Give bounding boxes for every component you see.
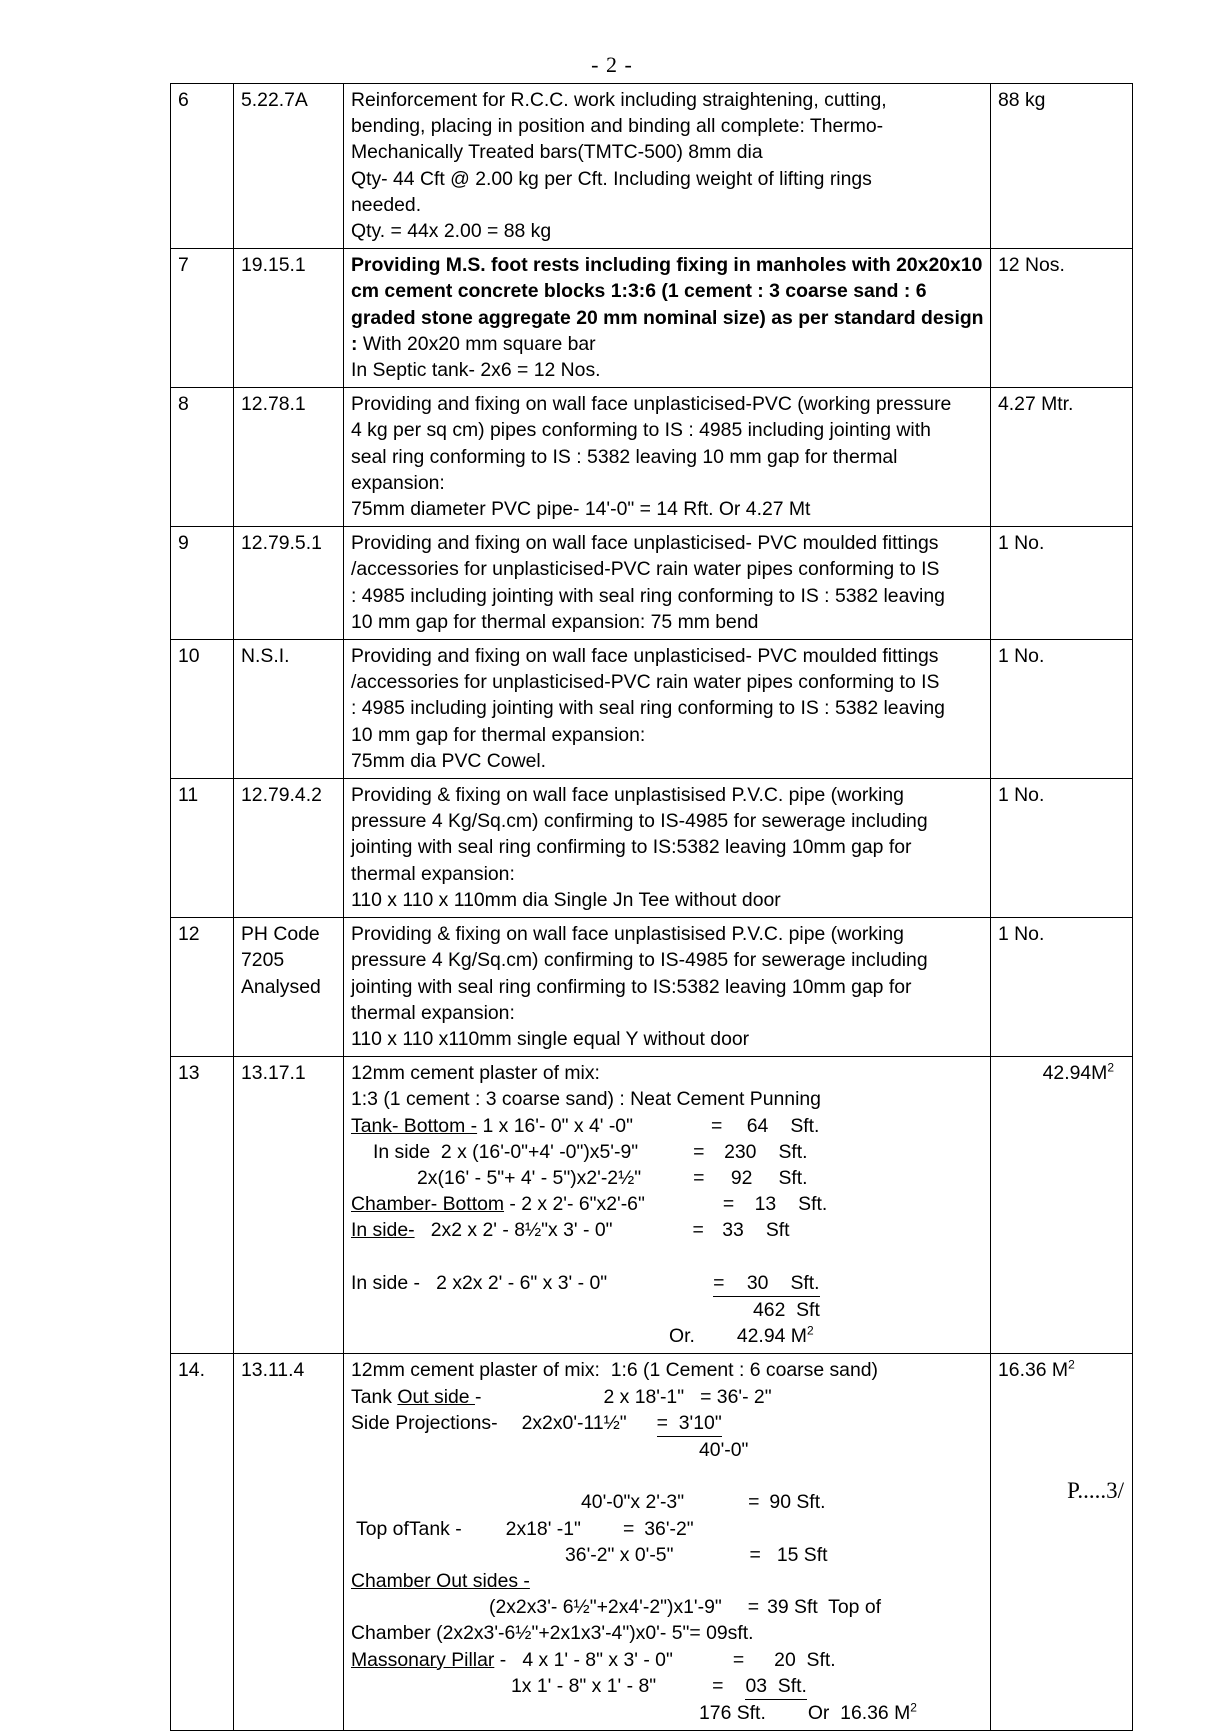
desc-line: : 4985 including jointing with seal ring conforming to IS : 5382 leaving [351,697,945,720]
calc-expr: 1x 1' - 8" x 1' - 8" [511,1674,657,1697]
calc-expr: 36'-2" x 0'-5" [565,1543,674,1566]
desc-line: bending, placing in position and binding all complete: Thermo- [351,115,884,138]
desc-line: Providing & fixing on wall face unplastisised P.V.C. pipe (working [351,784,904,807]
calc-value: 36'-2" [644,1517,694,1540]
desc-line: 75mm diameter PVC pipe- 14'-0" = 14 Rft. Or 4.27 Mt [351,498,811,521]
table-row [171,1354,1133,1731]
row-serial: 7 [171,249,234,388]
calc-label: In side [373,1140,431,1163]
calc-or-line [351,1323,984,1349]
desc-line: 110 x 110 x 110mm dia Single Jn Tee without door [351,888,781,911]
desc-line: Providing & fixing on wall face unplastisised P.V.C. pipe (working [351,923,904,946]
desc-line: Providing and fixing on wall face unplasticised- PVC moulded fittings [351,645,939,668]
desc-bold-text: Providing M.S. foot rests including fixing in manholes with 20x20x10 cm cement concrete blocks 1:3:6 (1 cement : 3 coarse sand : 6 graded stone aggregate 20 mm nominal size) as per standard design : [351,254,984,355]
row-quantity: 1 No. [991,527,1133,640]
calc-pre: Side Projections- [351,1411,498,1434]
row-serial: 6 [171,84,234,249]
calc-subtotal-group: 03 Sft. [745,1673,806,1700]
row-code: 12.78.1 [234,388,344,527]
calc-eq: = [693,1166,705,1189]
calc-eq: = [693,1140,705,1163]
calc-expr: 2 x (16'-0"+4' -0")x5'-9" [430,1140,639,1163]
calc-or-value: 42.94 M [736,1325,807,1348]
calc-final-line [351,1700,984,1726]
desc-line: 1:3 (1 cement : 3 coarse sand) : Neat Cement Punning [351,1088,821,1111]
row-description [344,84,991,249]
calc-expr: 40'-0"x 2'-3" [581,1491,685,1514]
row-description [344,640,991,779]
calc-unit: Sft. [790,1271,820,1294]
calc-unit: Sft. [798,1193,828,1216]
calc-line [351,1516,984,1542]
calc-result: = 36'- 2" [700,1385,772,1408]
desc-line: : 4985 including jointing with seal ring conforming to IS : 5382 leaving [351,584,945,607]
quantity-superscript: 2 [1068,1357,1075,1372]
calc-line [351,1165,984,1191]
quantity-value: 16.36 M [998,1359,1069,1382]
table-row [171,249,1133,388]
calc-line [351,1217,984,1243]
row-description [344,779,991,918]
calc-expr: 2 x2x 2' - 6" x 3' - 0" [419,1271,608,1294]
calc-total: 462 Sft [753,1298,820,1321]
calc-eq: = [713,1271,725,1294]
calc-line [351,1673,984,1700]
desc-line: needed. [351,193,422,216]
desc-line: Qty. = 44x 2.00 = 88 kg [351,220,552,243]
row-serial: 14. [171,1354,234,1731]
calc-value: 13 [754,1193,777,1216]
calc-subtotal-group: = 3'10" [657,1410,722,1437]
desc-line: 12mm cement plaster of mix: 1:6 (1 Cement : 6 coarse sand) [351,1359,878,1382]
table-row [171,388,1133,527]
calc-expr: - 2 x 2'- 6"x2'-6" [504,1193,645,1216]
row-serial: 13 [171,1057,234,1354]
calc-total-line [351,1297,984,1323]
row-quantity: 88 kg [991,84,1133,249]
row-quantity: 1 No. [991,918,1133,1057]
calc-value: 64 [746,1114,769,1137]
calc-line [351,1191,984,1217]
calc-or-value: Or 16.36 M [807,1701,911,1724]
desc-line: Providing and fixing on wall face unplasticised-PVC (working pressure [351,393,952,416]
calc-spacer [351,1244,984,1270]
calc-sum: 40'-0" [699,1438,749,1461]
row-code [234,918,344,1057]
calc-label: Out side [397,1385,475,1408]
calc-or-superscript: 2 [806,1323,814,1338]
desc-line: Qty- 44 Cft @ 2.00 kg per Cft. Including weight of lifting rings [351,167,872,190]
calc-eq: = [732,1648,745,1671]
calc-expr: 2 x 18'-1" [603,1385,685,1408]
row-description [344,918,991,1057]
row-code: 12.79.4.2 [234,779,344,918]
table-row [171,1057,1133,1354]
desc-line: 4 kg per sq cm) pipes conforming to IS : 4985 including jointing with [351,419,931,442]
calc-post: - [474,1385,482,1408]
desc-line: 10 mm gap for thermal expansion: 75 mm bend [351,610,759,633]
desc-line: thermal expansion: [351,1001,515,1024]
calc-label: Tank- Bottom - [351,1114,478,1137]
row-quantity: 4.27 Mtr. [991,388,1133,527]
calc-label: In side- [351,1219,415,1242]
desc-line: Providing and fixing on wall face unplasticised- PVC moulded fittings [351,532,939,555]
calc-line [351,1270,984,1297]
calc-value: 33 [722,1219,744,1242]
calc-value: 20 Sft. [774,1648,836,1671]
calc-line [351,1410,984,1437]
calc-unit: Sft. [790,1114,820,1137]
row-description [344,249,991,388]
calc-eq: = [749,1543,761,1566]
calc-line [351,1384,984,1410]
desc-line: 10 mm gap for thermal expansion: [351,723,646,746]
row-serial: 11 [171,779,234,918]
quantity-superscript: 2 [1107,1060,1114,1075]
calc-expr: 2x2 x 2' - 8½"x 3' - 0" [414,1219,613,1242]
calc-value: 15 Sft [776,1543,828,1566]
row-description [344,388,991,527]
desc-line: 110 x 110 x110mm single equal Y without door [351,1027,750,1050]
calc-eq: = [710,1114,723,1137]
desc-line: expansion: [351,471,445,494]
quantity-value: 42.94M [1042,1062,1108,1085]
desc-line: Mechanically Treated bars(TMTC-500) 8mm dia [351,141,763,164]
row-quantity [991,1354,1133,1731]
calc-value: 39 Sft Top of [767,1596,882,1619]
row-quantity [991,1057,1133,1354]
calc-line [351,1139,984,1165]
calc-expr: 2x(16' - 5"+ 4' - 5")x2'-2½" [417,1166,642,1189]
desc-line: pressure 4 Kg/Sq.cm) confirming to IS-4985 for sewerage including [351,949,928,972]
row-code: 13.17.1 [234,1057,344,1354]
desc-line: 75mm dia PVC Cowel. [351,749,547,772]
calc-pre: Tank [351,1385,398,1408]
calc-eq: = [692,1219,704,1242]
desc-plain-text: With 20x20 mm square bar [357,332,596,355]
calc-line [351,1647,984,1673]
page-number-header: - 2 - [591,52,633,77]
calc-label: Chamber- Bottom [351,1193,505,1216]
row-serial: 12 [171,918,234,1057]
desc-line: pressure 4 Kg/Sq.cm) confirming to IS-4985 for sewerage including [351,810,928,833]
calc-eq: = [622,1517,635,1540]
calc-eq: = [748,1491,760,1514]
desc-line: /accessories for unplasticised-PVC rain water pipes conforming to IS [351,671,940,694]
row-code: 13.11.4 [234,1354,344,1731]
table-row [171,84,1133,249]
desc-line: 12mm cement plaster of mix: [351,1062,600,1085]
row-description [344,1057,991,1354]
code-line: PH Code [241,923,320,946]
calc-line [351,1568,984,1594]
desc-paragraph [351,252,984,357]
calc-value: 30 [746,1271,769,1294]
desc-line: jointing with seal ring confirming to IS:5382 leaving 10mm gap for [351,836,912,859]
calc-or-superscript: 2 [910,1700,917,1715]
calc-section-label: Chamber Out sides - [351,1569,530,1592]
row-code: N.S.I. [234,640,344,779]
row-description [344,527,991,640]
desc-line: In Septic tank- 2x6 = 12 Nos. [351,359,601,382]
desc-line: thermal expansion: [351,862,515,885]
desc-line: jointing with seal ring confirming to IS:5382 leaving 10mm gap for [351,975,912,998]
row-code: 19.15.1 [234,249,344,388]
calc-value: 230 [724,1140,757,1163]
calc-value: 92 [730,1166,753,1189]
table-row [171,918,1133,1057]
calc-eq: = [722,1193,735,1216]
calc-line [351,1437,984,1463]
calc-expr: 2x18' -1" [505,1517,581,1540]
calc-line [351,1542,984,1568]
calc-unit: Sft. [778,1166,808,1189]
row-serial: 10 [171,640,234,779]
calc-label: Massonary Pillar [351,1648,495,1671]
calc-line [351,1594,984,1620]
row-serial: 9 [171,527,234,640]
calc-expr: 1 x 16'- 0" x 4' -0" [477,1114,633,1137]
calc-label: Top ofTank - [351,1517,462,1540]
row-quantity: 1 No. [991,640,1133,779]
page-continuation-footer: P.....3/ [1067,1478,1124,1503]
desc-line: Reinforcement for R.C.C. work including straightening, cutting, [351,89,887,111]
code-line: 7205 [241,949,285,972]
calc-post: - 4 x 1' - 8" x 3' - 0" [494,1648,673,1671]
row-quantity: 12 Nos. [991,249,1133,388]
row-serial: 8 [171,388,234,527]
table-row [171,779,1133,918]
calc-expr: 2x2x0'-11½" [521,1411,627,1434]
calc-expr: (2x2x3'- 6½"+2x4'-2")x1'-9" [489,1596,722,1619]
calc-subtotal-group [713,1270,819,1297]
row-code: 12.79.5.1 [234,527,344,640]
calc-label: In side - [351,1271,420,1294]
code-line: Analysed [241,975,321,998]
calc-line: Chamber (2x2x3'-6½"+2x1x3'-4")x0'- 5"= 09sft. [351,1622,754,1645]
calc-eq: = [712,1674,724,1697]
table-row [171,640,1133,779]
calc-unit: Sft [765,1219,790,1242]
calc-line [351,1113,984,1139]
calc-or-label: Or. [669,1325,695,1348]
calc-unit: Sft. [778,1140,808,1163]
table-row [171,527,1133,640]
calc-value: 90 Sft. [769,1491,826,1514]
calc-eq: = [747,1596,760,1619]
desc-line: seal ring conforming to IS : 5382 leaving 10 mm gap for thermal [351,445,898,468]
desc-line: /accessories for unplasticised-PVC rain water pipes conforming to IS [351,558,940,581]
row-description [344,1354,991,1731]
row-code: 5.22.7A [234,84,344,249]
row-quantity: 1 No. [991,779,1133,918]
calc-total: 176 Sft. [699,1701,766,1724]
